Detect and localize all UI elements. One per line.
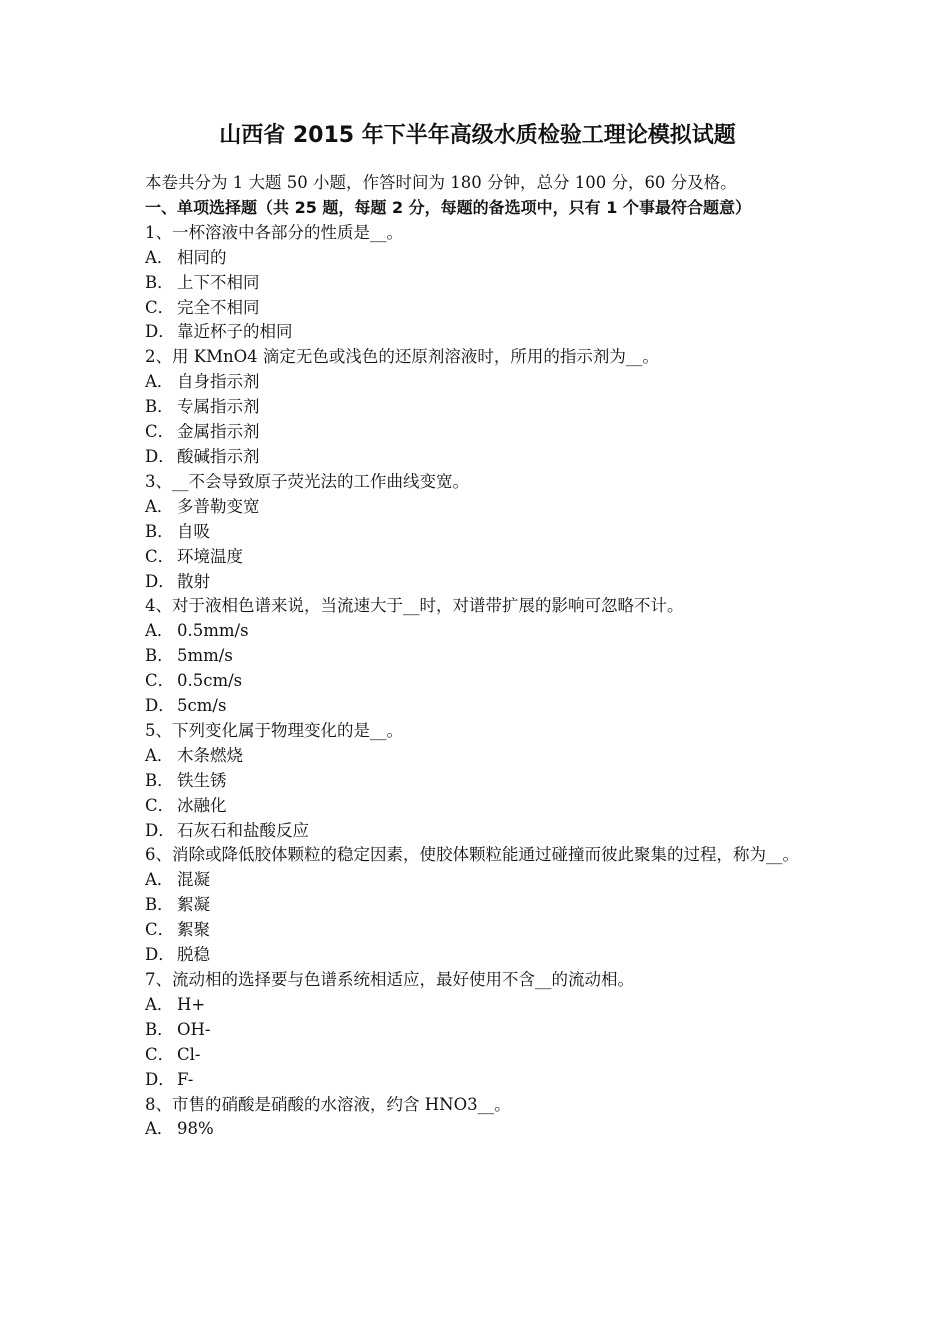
option-text: 相同的	[177, 247, 227, 267]
question-stem: 1、一杯溶液中各部分的性质是__。	[145, 222, 403, 242]
answer-option	[145, 271, 810, 296]
question-7	[145, 968, 810, 1093]
answer-option	[145, 1043, 810, 1068]
option-text: 0.5mm/s	[177, 621, 249, 641]
option-letter: A．	[145, 745, 174, 765]
answer-option	[145, 1068, 810, 1093]
answer-option	[145, 320, 810, 345]
answer-option	[145, 918, 810, 943]
option-text: 0.5cm/s	[177, 671, 243, 691]
option-letter: B．	[145, 770, 174, 790]
option-text: 自身指示剂	[177, 372, 260, 392]
option-letter: C．	[145, 671, 175, 691]
option-letter: A．	[145, 994, 174, 1014]
answer-option	[145, 619, 810, 644]
option-letter: A．	[145, 621, 174, 641]
answer-option	[145, 420, 810, 445]
option-text: 木条燃烧	[177, 745, 243, 765]
answer-option	[145, 395, 810, 420]
answer-option	[145, 819, 810, 844]
option-text: 絮聚	[177, 920, 210, 940]
answer-option	[145, 868, 810, 893]
option-text: 5cm/s	[177, 696, 227, 716]
option-letter: D．	[145, 571, 175, 591]
answer-option	[145, 520, 810, 545]
answer-option	[145, 644, 810, 669]
answer-option	[145, 246, 810, 271]
option-text: 散射	[177, 571, 210, 591]
option-text: 自吸	[177, 521, 210, 541]
option-text: Cl-	[177, 1044, 201, 1064]
option-letter: A．	[145, 870, 174, 890]
option-letter: D．	[145, 446, 175, 466]
answer-option	[145, 993, 810, 1018]
option-text: 完全不相同	[177, 297, 260, 317]
option-text: 98%	[177, 1119, 214, 1139]
option-letter: D．	[145, 820, 175, 840]
answer-option	[145, 769, 810, 794]
option-text: 脱稳	[177, 945, 210, 965]
question-stem: 3、__不会导致原子荧光法的工作曲线变宽。	[145, 471, 469, 491]
question-2	[145, 345, 810, 470]
option-text: 混凝	[177, 870, 210, 890]
option-letter: B．	[145, 646, 174, 666]
option-letter: B．	[145, 895, 174, 915]
option-letter: C．	[145, 920, 175, 940]
answer-option	[145, 495, 810, 520]
option-letter: B．	[145, 272, 174, 292]
answer-option	[145, 445, 810, 470]
question-8	[145, 1093, 810, 1143]
question-stem: 7、流动相的选择要与色谱系统相适应，最好使用不含__的流动相。	[145, 970, 634, 989]
document-title: 山西省 2015 年下半年高级水质检验工理论模拟试题	[219, 123, 736, 148]
option-letter: A．	[145, 1119, 174, 1139]
question-stem: 2、用 KMnO4 滴定无色或浅色的还原剂溶液时，所用的指示剂为__。	[145, 347, 659, 367]
option-letter: B．	[145, 1019, 174, 1039]
option-letter: B．	[145, 397, 174, 417]
option-text: 铁生锈	[177, 770, 227, 790]
option-text: 5mm/s	[177, 646, 233, 666]
question-5	[145, 719, 810, 844]
option-letter: A．	[145, 372, 174, 392]
option-text: 冰融化	[177, 795, 227, 815]
question-1	[145, 221, 810, 346]
question-stem: 5、下列变化属于物理变化的是__。	[145, 720, 403, 740]
question-3	[145, 470, 810, 595]
answer-option	[145, 694, 810, 719]
option-text: OH-	[177, 1019, 211, 1039]
option-text: F-	[177, 1069, 194, 1089]
option-text: 靠近杯子的相同	[177, 322, 293, 342]
answer-option	[145, 570, 810, 595]
option-letter: D．	[145, 696, 175, 716]
answer-option	[145, 1018, 810, 1043]
option-letter: B．	[145, 521, 174, 541]
option-text: 酸碱指示剂	[177, 446, 260, 466]
answer-option	[145, 794, 810, 819]
option-letter: C．	[145, 795, 175, 815]
answer-option	[145, 943, 810, 968]
question-6	[145, 843, 810, 968]
answer-option	[145, 893, 810, 918]
option-text: 上下不相同	[177, 272, 260, 292]
option-text: H+	[177, 994, 206, 1014]
answer-option	[145, 296, 810, 321]
option-letter: D．	[145, 945, 175, 965]
answer-option	[145, 370, 810, 395]
option-letter: C．	[145, 297, 175, 317]
option-text: 絮凝	[177, 895, 210, 915]
question-stem: 8、市售的硝酸是硝酸的水溶液，约含 HNO3__。	[145, 1094, 511, 1114]
exam-intro: 本卷共分为 1 大题 50 小题，作答时间为 180 分钟，总分 100 分，60 分及格。	[145, 173, 737, 192]
answer-option	[145, 545, 810, 570]
option-letter: C．	[145, 1044, 175, 1064]
answer-option	[145, 669, 810, 694]
option-text: 环境温度	[177, 546, 243, 566]
option-text: 金属指示剂	[177, 422, 260, 442]
option-letter: A．	[145, 247, 174, 267]
section-heading: 一、单项选择题（共 25 题，每题 2 分，每题的备选项中，只有 1 个事最符合题意）	[145, 197, 751, 217]
option-text: 石灰石和盐酸反应	[177, 820, 309, 840]
question-4	[145, 594, 810, 719]
answer-option	[145, 744, 810, 769]
option-letter: D．	[145, 322, 175, 342]
option-text: 多普勒变宽	[177, 496, 260, 516]
option-letter: C．	[145, 422, 175, 442]
question-stem: 4、对于液相色谱来说，当流速大于__时，对谱带扩展的影响可忽略不计。	[145, 596, 684, 616]
question-list	[145, 221, 810, 1143]
option-text: 专属指示剂	[177, 397, 260, 417]
answer-option	[145, 1117, 810, 1142]
option-letter: C．	[145, 546, 175, 566]
question-stem: 6、消除或降低胶体颗粒的稳定因素，使胶体颗粒能通过碰撞而彼此聚集的过程，称为__。	[145, 845, 799, 865]
option-letter: A．	[145, 496, 174, 516]
option-letter: D．	[145, 1069, 175, 1089]
